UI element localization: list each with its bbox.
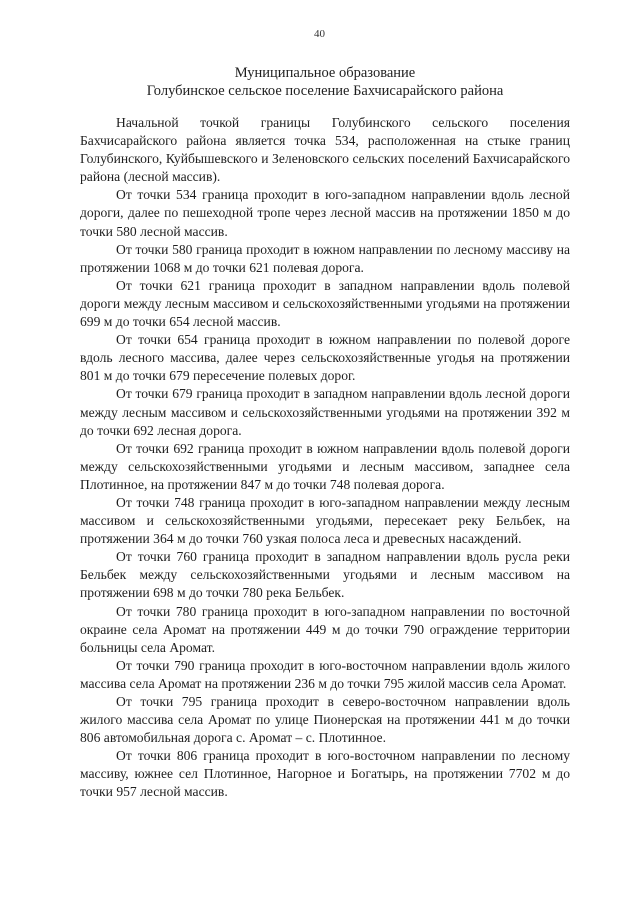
paragraph: От точки 760 граница проходит в западном направлении вдоль русла реки Бельбек между сельскохозяйственными угодьями и лесным массивом на протяжении 698 м до точки 780 река Бельбек. bbox=[80, 549, 570, 601]
paragraph: От точки 692 граница проходит в южном направлении вдоль полевой дороги между сельскохозяйственными угодьями и лесным массивом, западнее села Плотинное, на протяжении 847 м до точки 748 полевая дорога. bbox=[80, 440, 570, 492]
paragraph: От точки 580 граница проходит в южном направлении по лесному массиву на протяжении 1068 м до точки 621 полевая дорога. bbox=[80, 241, 570, 275]
paragraph: От точки 534 граница проходит в юго-западном направлении вдоль лесной дороги, далее по пешеходной тропе через лесной массив на протяжении 1850 м до точки 580 лесной массив. bbox=[80, 187, 570, 239]
heading-line-1: Муниципальное образование bbox=[234, 65, 416, 81]
heading-line-2: Голубинское сельское поселение Бахчисарайского района bbox=[146, 83, 504, 99]
document-heading bbox=[80, 64, 570, 100]
paragraph: От точки 790 граница проходит в юго-восточном направлении вдоль жилого массива села Аромат на протяжении 236 м до точки 795 жилой массив села Аромат. bbox=[80, 657, 570, 691]
paragraph: От точки 795 граница проходит в северо-восточном направлении вдоль жилого массива села Аромат по улице Пионерская на протяжении 441 м до точки 806 автомобильная дорога с. Аромат – с. Плотинное. bbox=[80, 694, 570, 746]
page-number: 40 bbox=[314, 28, 325, 40]
paragraph: От точки 748 граница проходит в юго-западном направлении между лесным массивом и сельскохозяйственными угодьями, пересекает реку Бельбек, на протяжении 364 м до точки 760 узкая полоса леса и древесных насаждений. bbox=[80, 494, 570, 547]
paragraph: От точки 621 граница проходит в западном направлении вдоль полевой дороги между лесным массивом и сельскохозяйственными угодьями на протяжении 699 м до точки 654 лесной массив. bbox=[80, 277, 570, 330]
document-body bbox=[80, 114, 570, 802]
paragraph: От точки 806 граница проходит в юго-восточном направлении по лесному массиву, южнее сел Плотинное, Нагорное и Богатырь, на протяжении 7702 м до точки 957 лесной массив. bbox=[80, 748, 570, 800]
paragraph: От точки 679 граница проходит в западном направлении вдоль лесной дороги между лесным массивом и сельскохозяйственными угодьями на протяжении 392 м до точки 692 лесная дорога. bbox=[80, 386, 570, 438]
paragraph: Начальной точкой границы Голубинского сельского поселения Бахчисарайского района является точка 534, расположенная на стыке границ Голубинского, Куйбышевского и Зеленовского сельских поселений Бахчисарайского района (лесной массив). bbox=[80, 115, 570, 185]
paragraph: От точки 654 граница проходит в южном направлении по полевой дороге вдоль лесного массива, далее через сельскохозяйственные угодья на протяжении 801 м до точки 679 пересечение полевых дорог. bbox=[80, 332, 570, 384]
paragraph: От точки 780 граница проходит в юго-западном направлении по восточной окраине села Аромат на протяжении 449 м до точки 790 ограждение территории больницы села Аромат. bbox=[80, 603, 570, 655]
